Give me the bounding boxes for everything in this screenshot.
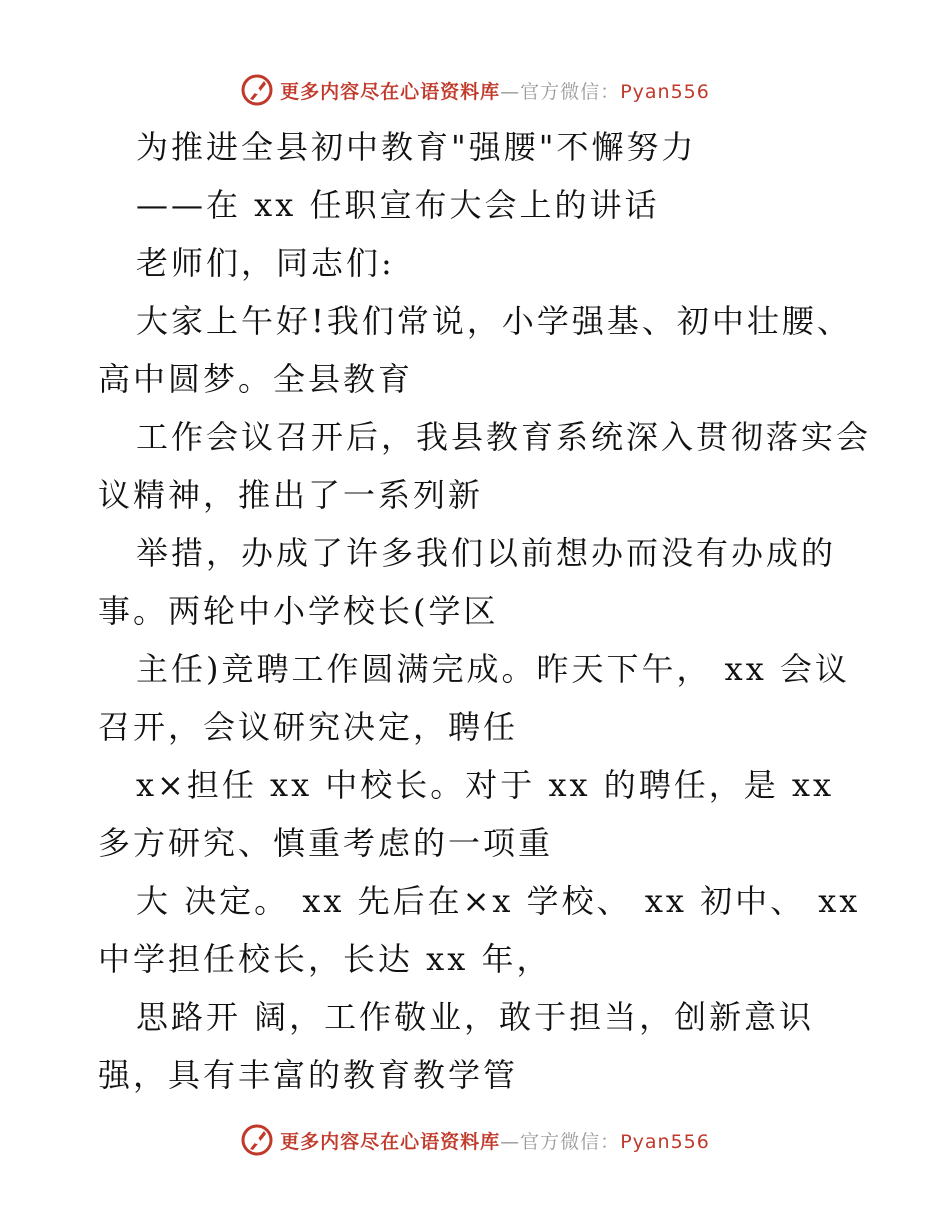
paragraph-line: 议精神，推出了一系列新 [98,476,484,514]
paragraph-line: 事。两轮中小学校长(学区 [98,592,499,630]
paragraph-line: 高中圆梦。全县教育 [98,360,414,398]
document-subtitle: ——在 xx 任职宣布大会上的讲话 [136,186,660,224]
paragraph-line: 中学担任校长，长达 xx 年， [98,940,552,978]
watermark-separator: — [500,80,521,103]
watermark-sub: 官方微信： [520,1130,621,1153]
quill-pen-icon [240,1123,274,1157]
salutation: 老师们，同志们: [136,244,395,282]
paragraph-line: 思路开 阔，工作敬业，敢于担当，创新意识 [136,998,815,1036]
watermark-separator: — [500,1130,521,1153]
paragraph-line: 工作会议召开后，我县教育系统深入贯彻落实会 [136,418,872,456]
paragraph-line: 举措，办成了许多我们以前想办而没有办成的 [136,534,837,572]
watermark-text [280,77,710,104]
paragraph-line: 大 决定。 xx 先后在×x 学校、 xx 初中、 xx [136,882,861,920]
paragraph-line: 大家上午好!我们常说，小学强基、初中壮腰、 [136,302,852,340]
watermark-id: Pyan556 [620,1130,710,1153]
watermark-id: Pyan556 [620,80,710,103]
header-watermark [0,70,950,110]
watermark-main: 更多内容尽在心语资料库 [280,80,501,103]
paragraph-line: 强，具有丰富的教育教学管 [98,1056,519,1094]
watermark-text [280,1127,710,1154]
document-title: 为推进全县初中教育"强腰"不懈努力 [136,128,697,166]
footer-watermark [0,1120,950,1160]
paragraph-line: 召开，会议研究决定，聘任 [98,708,519,746]
document-body [98,118,872,1104]
paragraph-line: x×担任 xx 中校长。对于 xx 的聘任，是 xx [136,766,835,804]
watermark-sub: 官方微信： [520,80,621,103]
paragraph-line: 多方研究、慎重考虑的一项重 [98,824,554,862]
paragraph-line: 主任)竞聘工作圆满完成。昨天下午， xx 会议 [136,650,850,688]
watermark-main: 更多内容尽在心语资料库 [280,1130,501,1153]
quill-pen-icon [240,73,274,107]
